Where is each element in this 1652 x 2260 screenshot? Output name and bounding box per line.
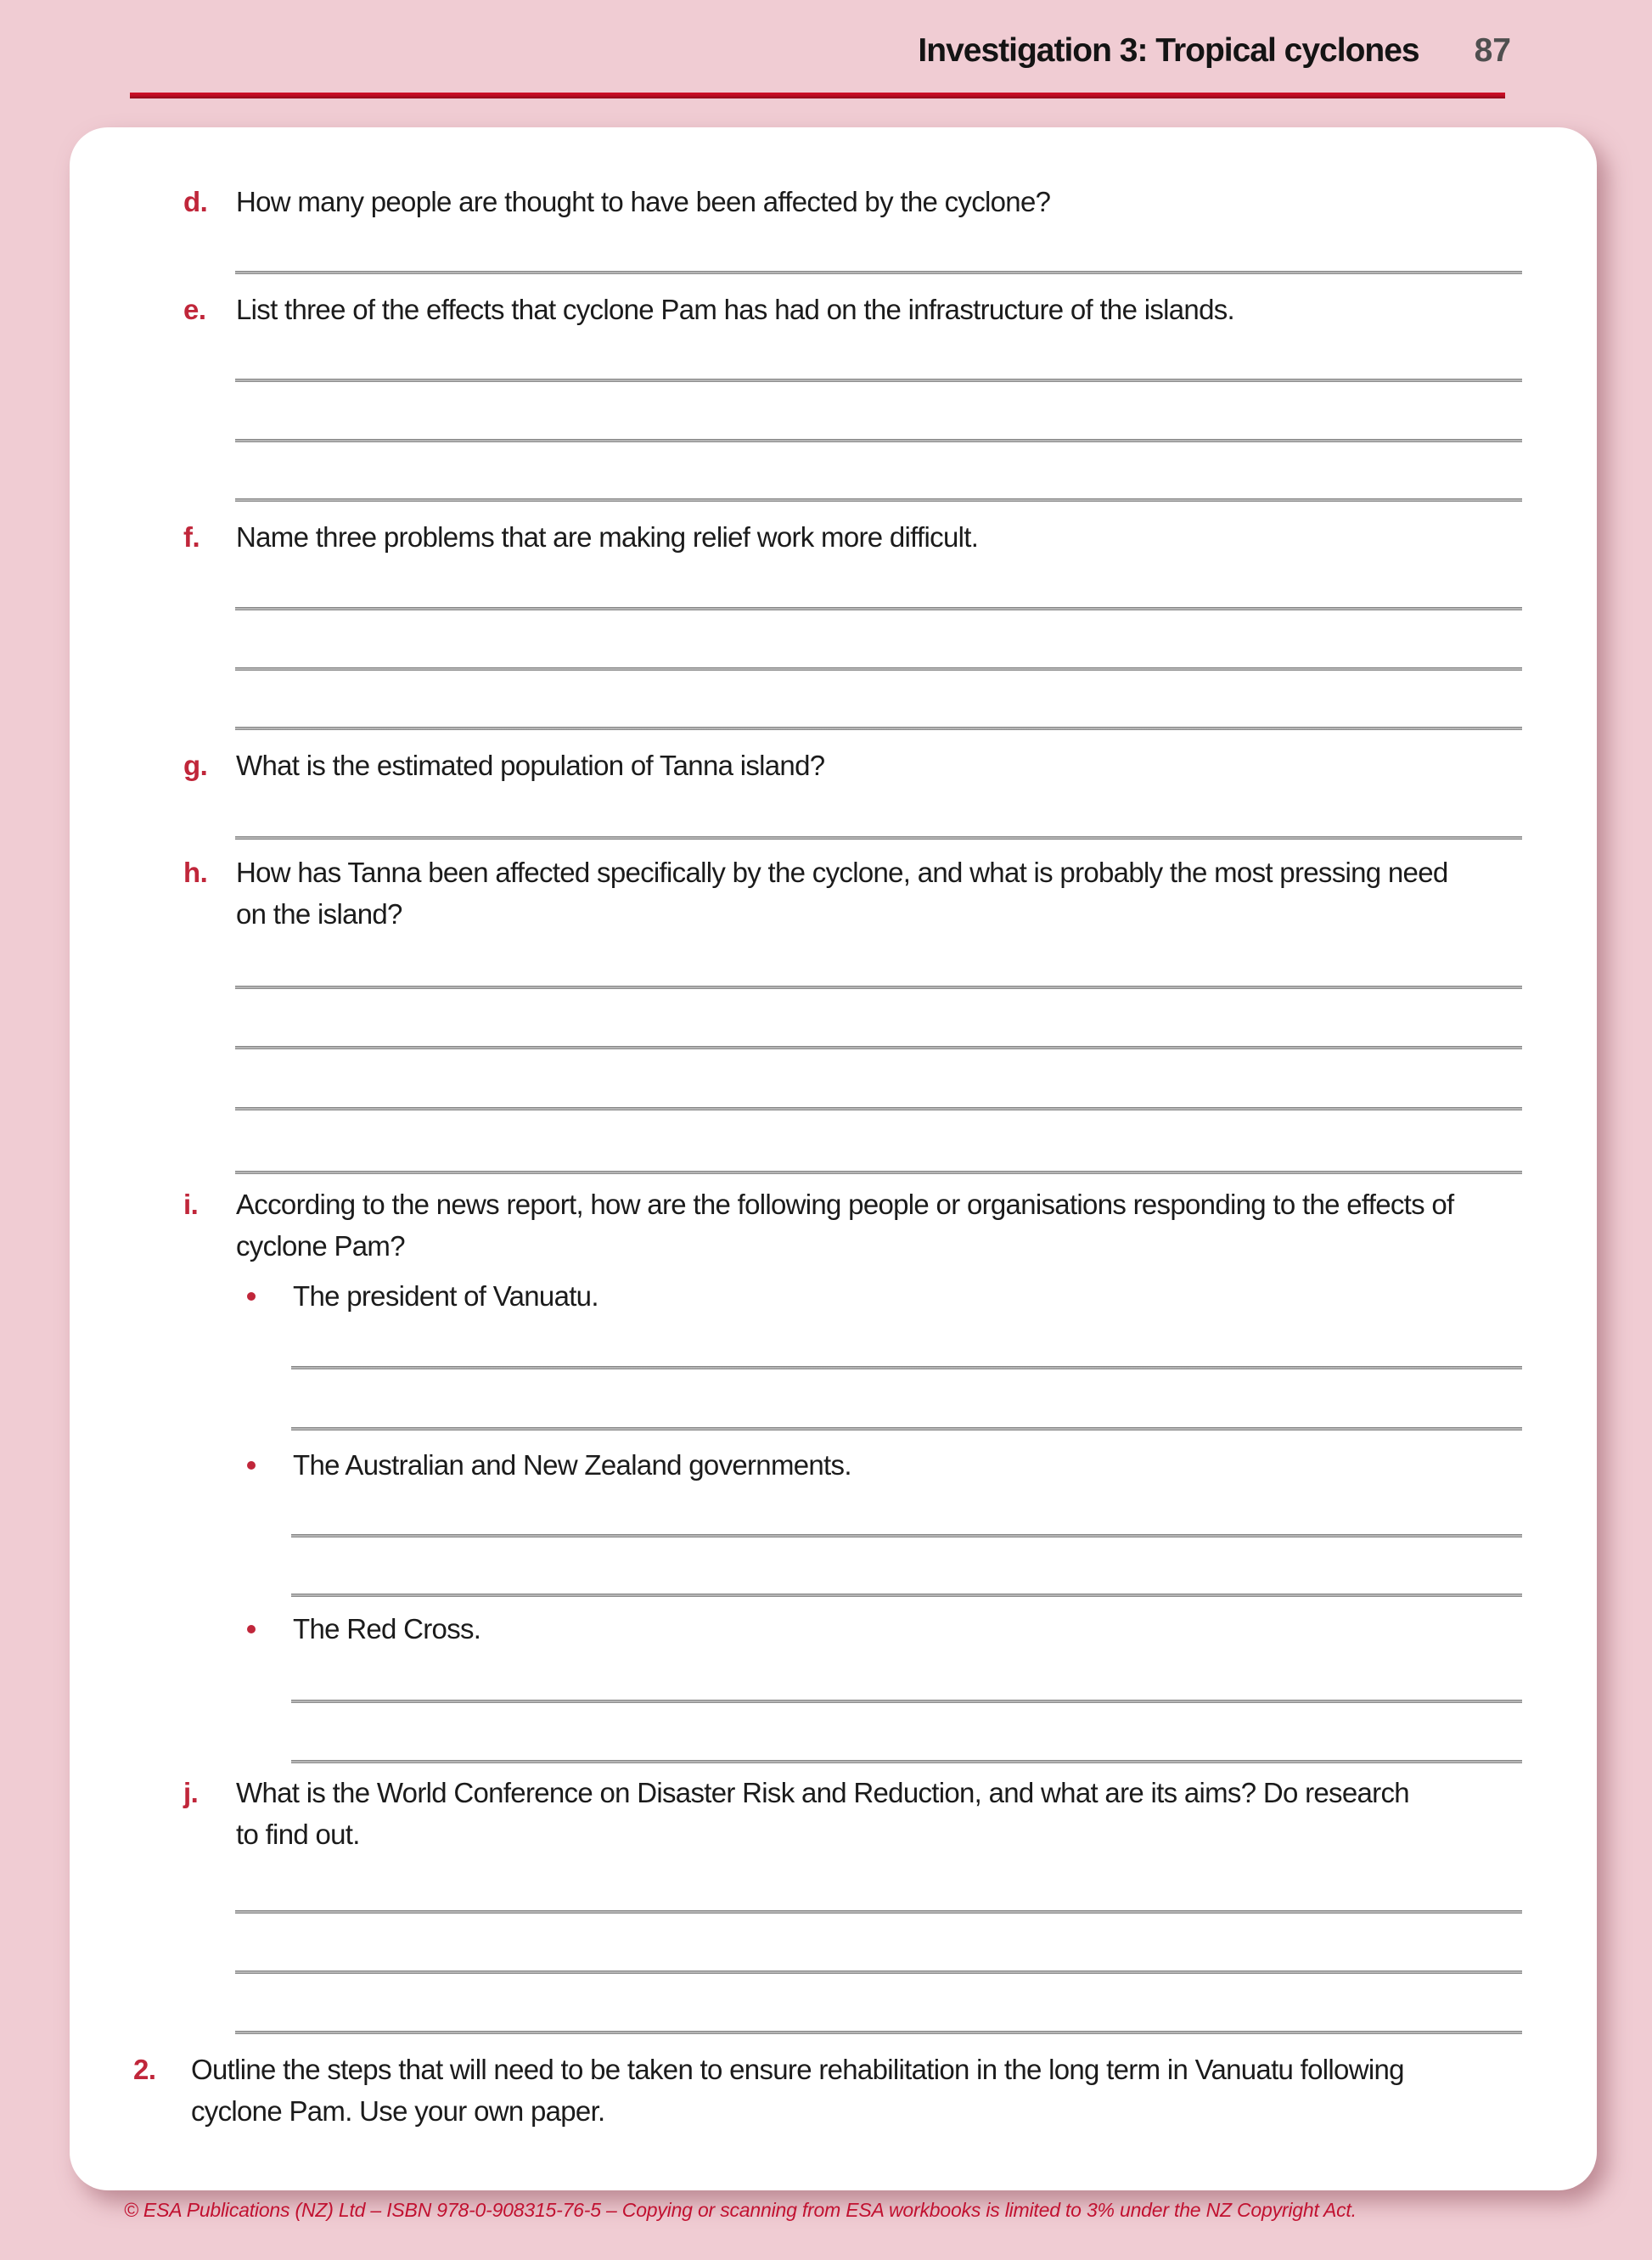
answer-line [235, 1910, 1522, 1914]
question-d-text: How many people are thought to have been affected by the cyclone? [236, 186, 1051, 217]
answer-line [291, 1760, 1522, 1763]
question-f-text: Name three problems that are making relief work more difficult. [236, 521, 979, 553]
bullet-icon [247, 1625, 256, 1633]
answer-line [235, 607, 1522, 610]
question-e-label: e. [183, 294, 206, 325]
question-g-label: g. [183, 750, 208, 781]
bullet-icon [247, 1292, 256, 1301]
answer-line [291, 1427, 1522, 1431]
question-f-label: f. [183, 521, 200, 553]
bullet-president-vanuatu: The president of Vanuatu. [293, 1280, 598, 1312]
question-h-text-line1: How has Tanna been affected specifically by the cyclone, and what is probably the most pressing need [236, 857, 1448, 888]
answer-line [291, 1700, 1522, 1703]
question-2-text-line2: cyclone Pam. Use your own paper. [191, 2095, 605, 2127]
answer-line [235, 379, 1522, 382]
answer-line [291, 1534, 1522, 1538]
answer-line [235, 1970, 1522, 1974]
question-2-text-line1: Outline the steps that will need to be taken to ensure rehabilitation in the long term in Vanuatu following [191, 2054, 1404, 2085]
answer-line [235, 439, 1522, 442]
bullet-aus-nz-governments: The Australian and New Zealand governments. [293, 1449, 851, 1481]
answer-line [235, 986, 1522, 989]
page-title: Investigation 3: Tropical cyclones [918, 32, 1419, 69]
page-number: 87 [1474, 32, 1511, 69]
answer-line [235, 1107, 1522, 1110]
question-j-label: j. [183, 1777, 199, 1808]
question-h-text-line2: on the island? [236, 898, 402, 930]
question-i-text-line2: cyclone Pam? [236, 1230, 405, 1262]
question-j-text-line1: What is the World Conference on Disaster Risk and Reduction, and what are its aims? Do research [236, 1777, 1409, 1808]
header-rule [130, 93, 1505, 98]
question-g-text: What is the estimated population of Tanna island? [236, 750, 825, 781]
question-h-label: h. [183, 857, 208, 888]
question-e-text: List three of the effects that cyclone Pam has had on the infrastructure of the islands. [236, 294, 1234, 325]
content-card [70, 127, 1597, 2190]
answer-line [235, 727, 1522, 730]
question-i-label: i. [183, 1189, 199, 1220]
answer-line [291, 1366, 1522, 1369]
answer-line [235, 1171, 1522, 1174]
bullet-red-cross: The Red Cross. [293, 1613, 481, 1644]
bullet-icon [247, 1461, 256, 1470]
answer-line [235, 271, 1522, 274]
question-2-label: 2. [133, 2054, 156, 2085]
question-i-text-line1: According to the news report, how are the following people or organisations responding to the effects of [236, 1189, 1454, 1220]
page-header [130, 32, 1511, 70]
answer-line [235, 1046, 1522, 1049]
answer-line [235, 2031, 1522, 2034]
copyright-footer: © ESA Publications (NZ) Ltd – ISBN 978-0-908315-76-5 – Copying or scanning from ESA workbooks is limited to 3% under the NZ Copyright Act. [124, 2199, 1357, 2221]
question-j-text-line2: to find out. [236, 1819, 360, 1850]
answer-line [235, 836, 1522, 840]
question-d-label: d. [183, 186, 208, 217]
answer-line [235, 667, 1522, 671]
answer-line [291, 1594, 1522, 1597]
answer-line [235, 498, 1522, 502]
